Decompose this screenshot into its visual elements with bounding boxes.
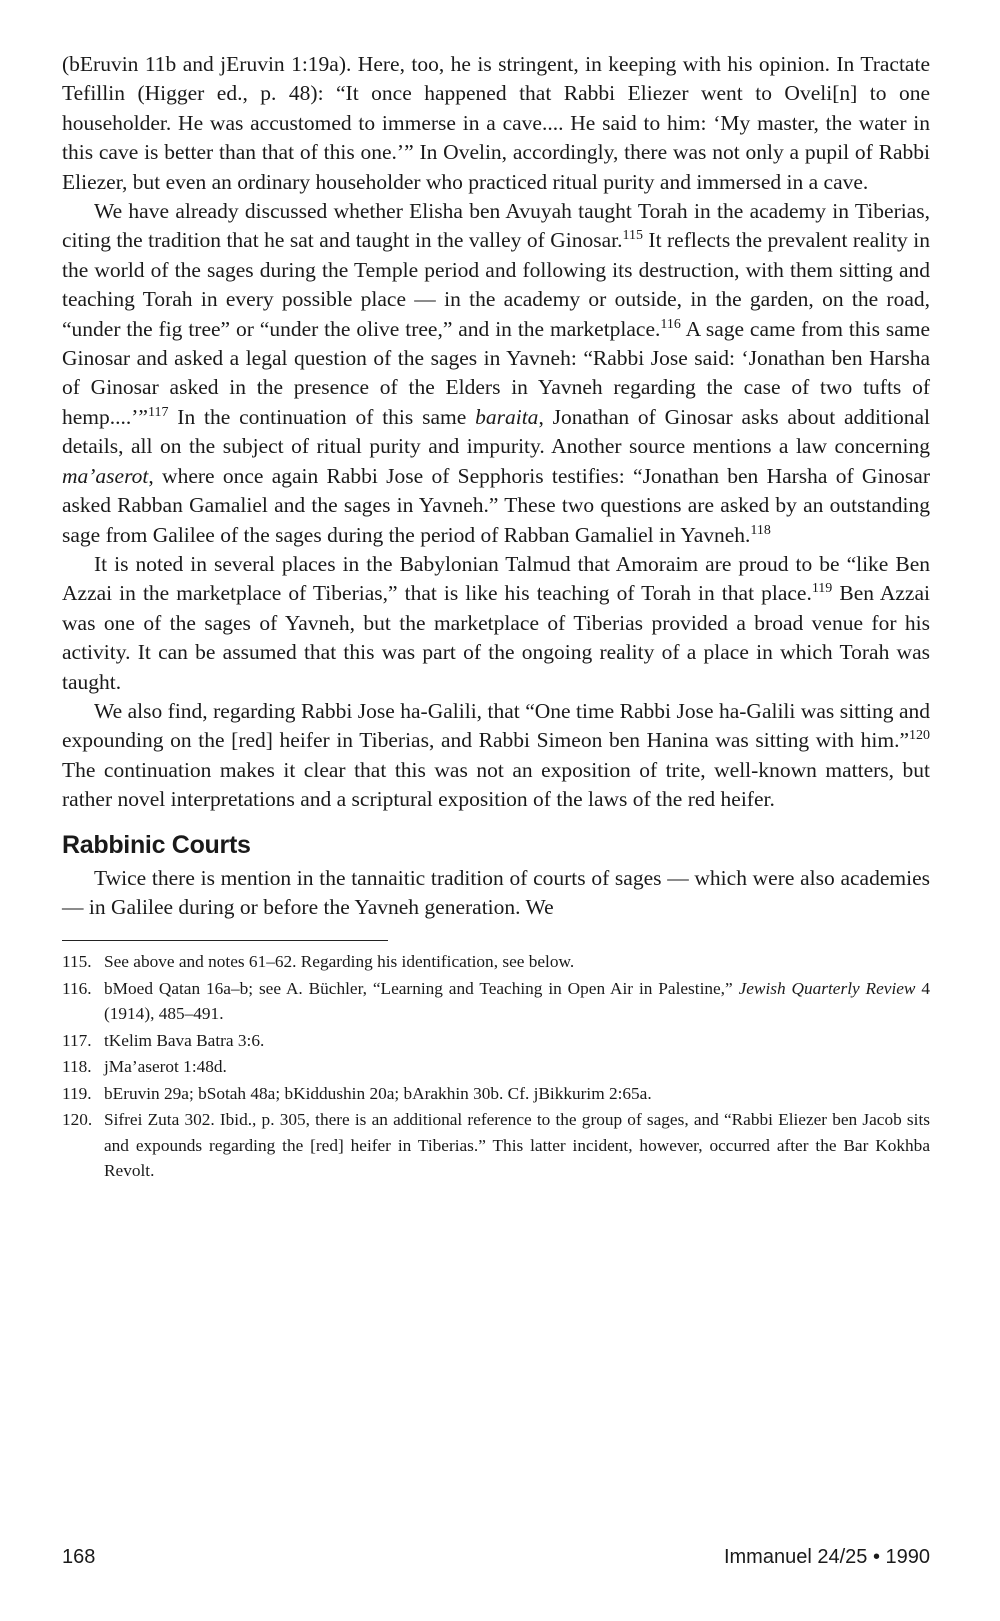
footnotes	[62, 949, 930, 1184]
footnote-number: 116.	[62, 978, 92, 998]
italic-term: baraita	[475, 404, 539, 429]
main-text-continued	[62, 864, 930, 923]
footnote-ref: 115	[622, 228, 643, 244]
italic-term: Jewish Quarterly Review	[738, 978, 916, 998]
paragraph	[62, 550, 930, 697]
text-run: Ben Azzai was one of the sages of Yavneh, but the marketplace of Tiberias provided a broad venue for his activity. It can be assumed that this was part of the ongoing reality of a place in which Torah was taught.	[62, 581, 930, 694]
text-run: 4 (1914), 485–491.	[104, 978, 930, 1024]
paragraph	[62, 50, 930, 197]
text-run: It reflects the prevalent reality in the world of the sages during the Temple period and following its destruction, with them sitting and teaching Torah in every possible place — in the academy or outside, in the garden, on the road, “under the fig tree” or “under the olive tree,” and in the marketplace.	[62, 228, 930, 341]
page-number: 168	[62, 1546, 96, 1568]
footnote	[62, 1081, 930, 1107]
text-run: Twice there is mention in the tannaitic tradition of courts of sages — which were also academies — in Galilee during or before the Yavneh generation. We	[62, 865, 930, 919]
footnote	[62, 1028, 930, 1054]
text-run: The continuation makes it clear that this was not an exposition of trite, well-known matters, but rather novel interpretations and a scriptural exposition of the laws of the red heifer.	[62, 757, 930, 812]
footnote-ref: 116	[660, 316, 681, 332]
text-run: , where once again Rabbi Jose of Sepphoris testifies: “Jonathan ben Harsha of Ginosar asked Rabban Gamaliel and the sages in Yavneh.” These two questions are asked by an outstanding sage from Galilee of the sages during the period of Rabban Gamaliel in Yavneh.	[62, 463, 930, 547]
footnote-text	[104, 1054, 930, 1080]
footnote-divider	[62, 940, 388, 941]
paragraph	[62, 697, 930, 815]
footnote-text	[104, 949, 930, 975]
footnote-ref: 117	[147, 404, 169, 420]
text-run: See above and notes 61–62. Regarding his identification, see below.	[104, 952, 575, 972]
footnote	[62, 1107, 930, 1184]
footnote-number: 117.	[62, 1030, 92, 1050]
footnote-number: 119.	[62, 1083, 92, 1103]
footnote-ref: 118	[750, 522, 771, 538]
italic-term: ma’aserot	[62, 463, 149, 488]
footnote	[62, 976, 930, 1027]
section-heading: Rabbinic Courts	[62, 830, 251, 859]
page-content	[62, 50, 930, 1185]
text-run: tKelim Bava Batra 3:6.	[104, 1030, 265, 1050]
footnote-ref: 120	[909, 728, 930, 744]
footnote-text	[104, 1028, 930, 1054]
text-run: jMa’aserot 1:48d.	[104, 1057, 227, 1077]
text-run: A sage came from this same Ginosar and asked a legal question of the sages in Yavneh: “Rabbi Jose said: ‘Jonathan ben Harsha of Ginosar asked in the presence of the Elders in Yavneh regarding the case of two tufts of hemp....’”	[62, 316, 931, 429]
footnote-text	[104, 1081, 930, 1107]
paragraph	[62, 197, 930, 550]
text-run: Sifrei Zuta 302. Ibid., p. 305, there is an additional reference to the group of sages, and “Rabbi Eliezer ben Jacob sits and expounds regarding the [red] heifer in Tiberias.” This latter incident, however, occurred after the Bar Kokhba Revolt.	[104, 1110, 930, 1181]
text-run: (bEruvin 11b and jEruvin 1:19a). Here, too, he is stringent, in keeping with his opinion. In Tractate Tefillin (Higger ed., p. 48): “It once happened that Rabbi Eliezer went to Oveli[n] to one householder. He was accustomed to immerse in a cave.... He said to him: ‘My master, the water in this cave is better than that of this one.’” In Ovelin, accordingly, there was not only a pupil of Rabbi Eliezer, but even an ordinary householder who practiced ritual purity and immersed in a cave.	[62, 52, 930, 194]
text-run: In the continuation of this same	[168, 404, 476, 429]
text-run: , Jonathan of Ginosar asks about additional details, all on the subject of ritual purity and impurity. Another source mentions a law concerning	[62, 404, 930, 459]
footnote-text	[104, 976, 930, 1027]
text-run: We also find, regarding Rabbi Jose ha-Galili, that “One time Rabbi Jose ha-Galili was sitting and expounding on the [red] heifer in Tiberias, and Rabbi Simeon ben Hanina was sitting with him.”	[62, 698, 930, 753]
footnote	[62, 949, 930, 975]
text-run: bEruvin 29a; bSotah 48a; bKiddushin 20a; bArakhin 30b. Cf. jBikkurim 2:65a.	[104, 1083, 652, 1103]
text-run: We have already discussed whether Elisha ben Avuyah taught Torah in the academy in Tiberias, citing the tradition that he sat and taught in the valley of Ginosar.	[62, 199, 930, 253]
text-run: It is noted in several places in the Babylonian Talmud that Amoraim are proud to be “like Ben Azzai in the marketplace of Tiberias,” that is like his teaching of Torah in that place.	[62, 551, 930, 606]
footnote-number: 115.	[62, 952, 92, 972]
footnote-number: 120.	[62, 1110, 93, 1130]
text-run: bMoed Qatan 16a–b; see A. Büchler, “Learning and Teaching in Open Air in Palestine,”	[104, 978, 739, 998]
main-text	[62, 50, 930, 815]
footnote-text	[104, 1107, 930, 1184]
paragraph	[62, 864, 930, 923]
journal-citation: Immanuel 24/25 • 1990	[723, 1546, 930, 1568]
footnote-ref: 119	[811, 581, 833, 597]
footnote-number: 118.	[62, 1057, 92, 1077]
footnote	[62, 1054, 930, 1080]
